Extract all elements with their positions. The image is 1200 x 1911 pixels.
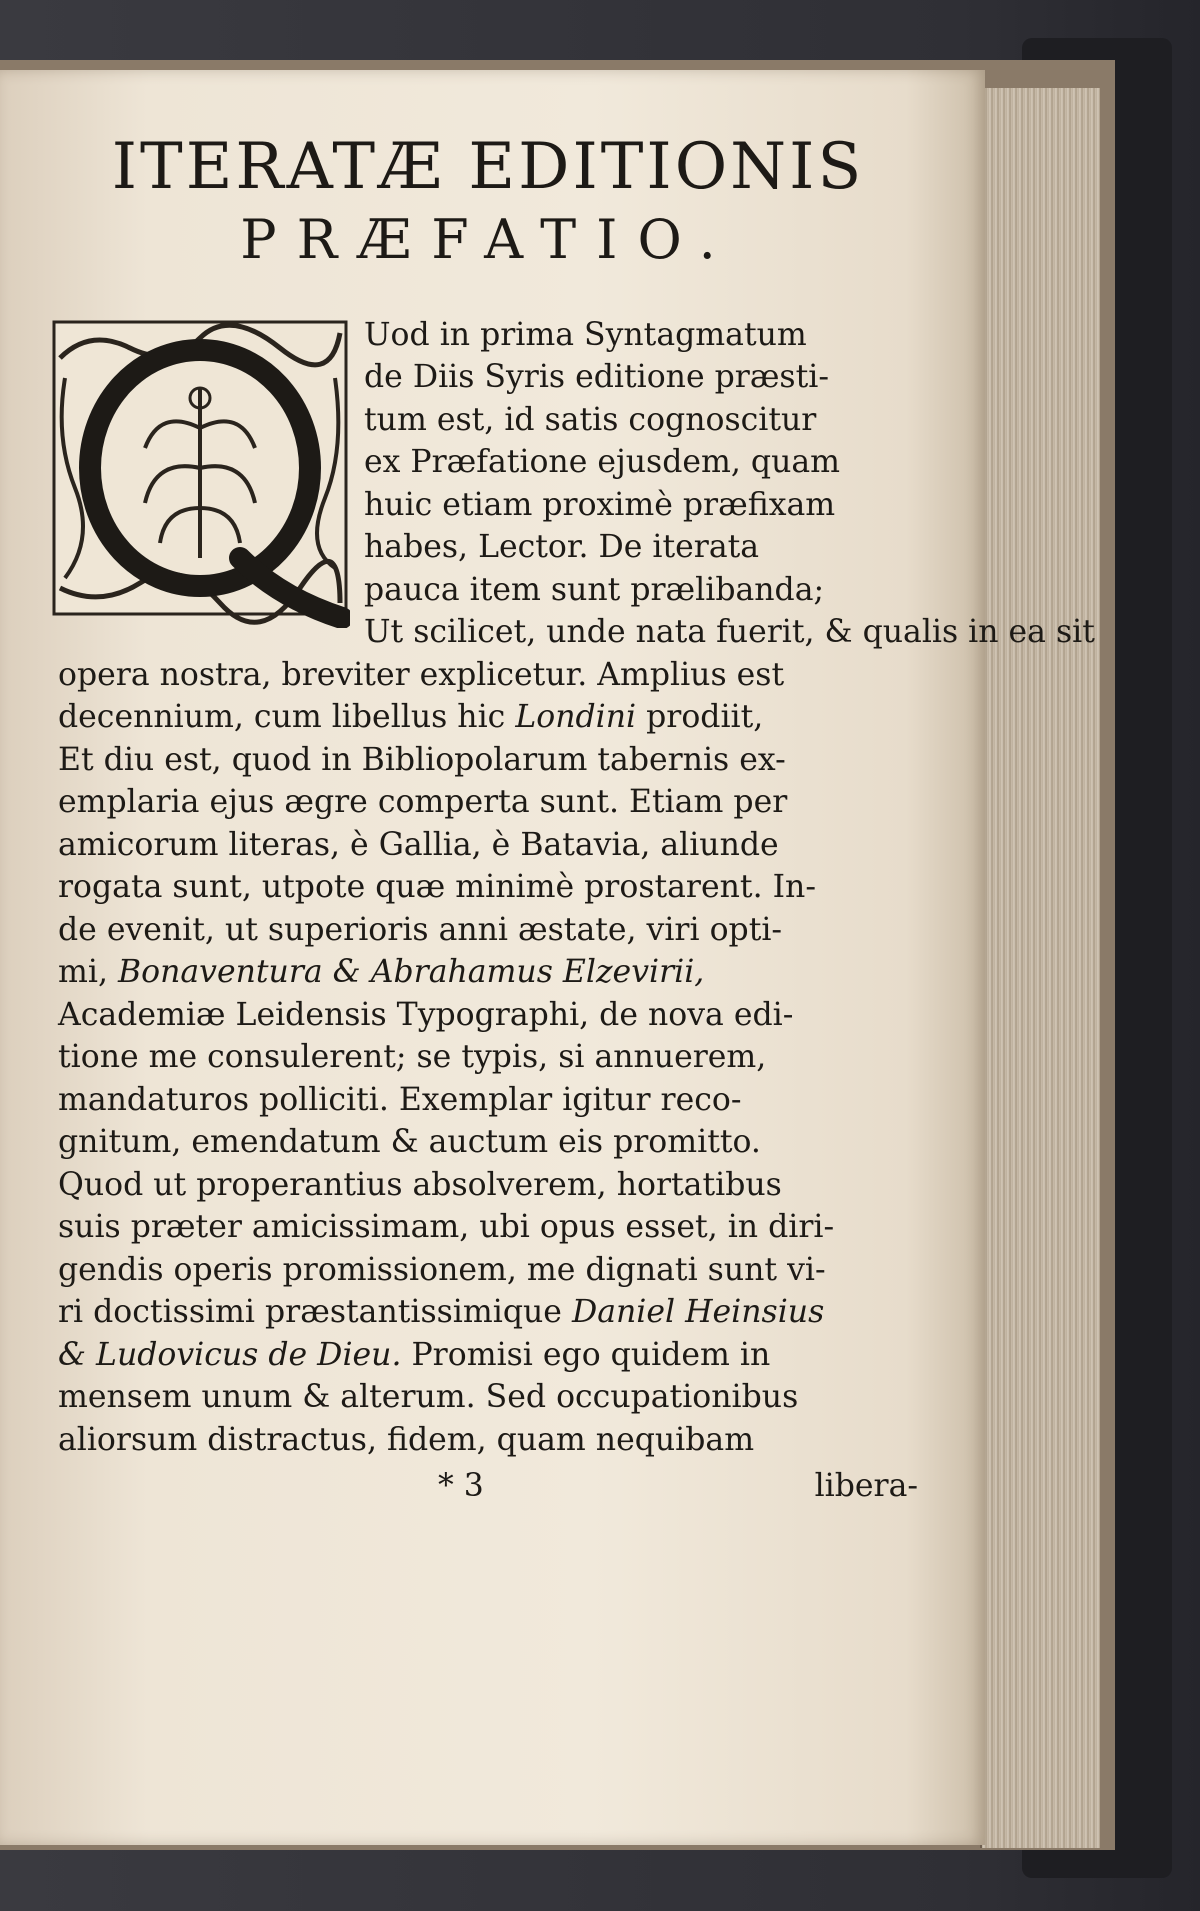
- italic-name: Daniel Heinsius: [571, 1294, 825, 1331]
- text-line: amicorum literas, è Gallia, è Batavia, aliunde: [58, 826, 779, 863]
- signature-mark: * 3: [438, 1468, 484, 1505]
- italic-names: Bonaventura & Abrahamus Elzevirii,: [117, 954, 705, 991]
- text-line: Quod ut properantius absolverem, hortatibus: [58, 1166, 782, 1203]
- text-line: [58, 696, 918, 739]
- book-page: [0, 70, 1095, 1845]
- decorated-initial-q-icon: [50, 318, 350, 628]
- text-line: mandaturos polliciti. Exemplar igitur reco-: [58, 1081, 742, 1118]
- text-segment: mi,: [58, 954, 108, 991]
- text-segment: prodiit,: [646, 699, 764, 736]
- title-line-2: PRÆFATIO.: [240, 208, 736, 272]
- catchword: libera-: [814, 1468, 918, 1505]
- text-segment: decennium, cum libellus hic: [58, 699, 506, 736]
- preface-text: [58, 314, 1095, 1462]
- text-line: de evenit, ut superioris anni æstate, viri opti-: [58, 911, 783, 948]
- text-line: gnitum, emendatum & auctum eis promitto.: [58, 1124, 761, 1161]
- text-line: Et diu est, quod in Bibliopolarum tabernis ex-: [58, 741, 786, 778]
- text-line: [58, 1291, 918, 1334]
- text-line: tum est, id satis cognoscitur: [364, 401, 817, 438]
- text-line: [58, 951, 918, 994]
- text-line: habes, Lector. De iterata: [364, 529, 760, 566]
- text-line: ex Præfatione ejusdem, quam: [364, 444, 841, 481]
- text-line: de Diis Syris editione præsti-: [364, 359, 829, 396]
- page-footer: [58, 1465, 918, 1509]
- text-line: aliorsum distractus, fidem, quam nequibam: [58, 1421, 755, 1458]
- text-line: tione me consulerent; se typis, si annuerem,: [58, 1039, 767, 1076]
- page-edges: [980, 88, 1100, 1848]
- text-line: suis præter amicissimam, ubi opus esset, in diri-: [58, 1209, 835, 1246]
- text-line: huic etiam proximè præfixam: [364, 486, 836, 523]
- text-line: [58, 1334, 918, 1377]
- text-line: pauca item sunt prælibanda;: [364, 571, 825, 608]
- text-line: Uod in prima Syntagmatum: [364, 316, 807, 353]
- text-line: rogata sunt, utpote quæ minimè prostarent. In-: [58, 869, 816, 906]
- text-line: gendis operis promissionem, me dignati sunt vi-: [58, 1251, 826, 1288]
- text-line: Ut scilicet, unde nata fuerit, & qualis in ea sit: [364, 614, 1095, 651]
- italic-name: & Ludovicus de Dieu.: [58, 1336, 402, 1373]
- title-line-1: ITERATÆ EDITIONIS: [111, 130, 865, 204]
- text-line: mensem unum & alterum. Sed occupationibus: [58, 1379, 799, 1416]
- text-line: opera nostra, breviter explicetur. Amplius est: [58, 656, 785, 693]
- text-segment: ri doctissimi præstantissimique: [58, 1294, 562, 1331]
- text-line: Academiæ Leidensis Typographi, de nova edi-: [58, 996, 794, 1033]
- text-segment: Promisi ego quidem in: [411, 1336, 771, 1373]
- italic-place-name: Londini: [515, 699, 637, 736]
- page-content: [58, 130, 1095, 1509]
- text-line: emplaria ejus ægre comperta sunt. Etiam per: [58, 784, 788, 821]
